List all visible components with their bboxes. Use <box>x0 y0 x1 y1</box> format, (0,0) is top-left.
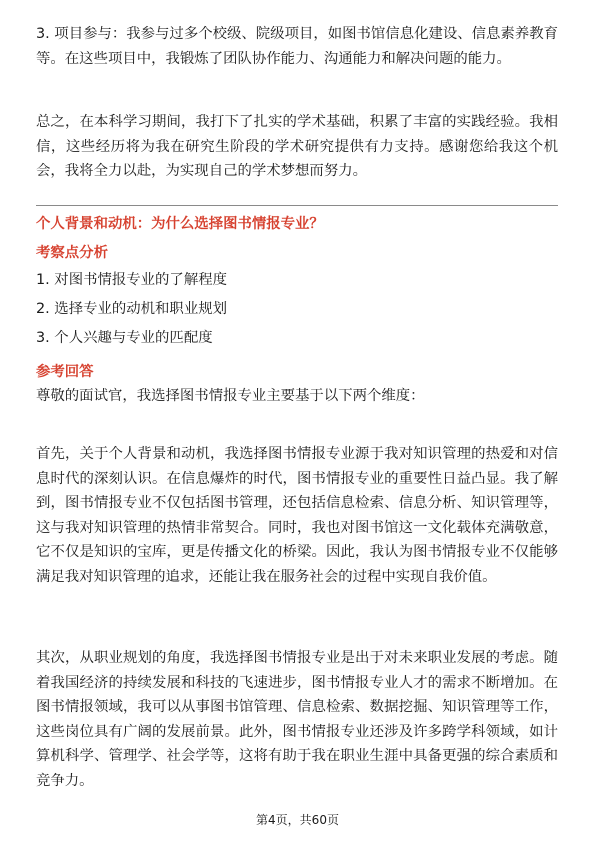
question-title: 个人背景和动机：为什么选择图书情报专业？ <box>36 216 324 232</box>
answer-heading: 参考回答 <box>36 364 94 380</box>
answer-motivation-paragraph: 首先，关于个人背景和动机，我选择图书情报专业源于我对知识管理的热爱和对信息时代的深刻认识。在信息爆炸的时代，图书情报专业的重要性日益凸显。我了解到，图书情报专业不仅包括图书管理，还包括信息检索、信息分析、知识管理等，这与我对知识管理的热情非常契合。同时，我也对图书馆这一文化载体充满敬意，它不仅是知识的宝库，更是传播文化的桥梁。因此，我认为图书情报专业不仅能够满足我对知识管理的追求，还能让我在服务社会的过程中实现自我价值。 <box>36 446 558 585</box>
analysis-item-3: 3. 个人兴趣与专业的匹配度 <box>36 330 213 346</box>
answer-intro-paragraph: 尊敬的面试官，我选择图书情报专业主要基于以下两个维度： <box>36 388 425 404</box>
document-page <box>36 0 558 842</box>
summary-paragraph: 总之，在本科学习期间，我打下了扎实的学术基础，积累了丰富的实践经验。我相信，这些经历将为我在研究生阶段的学术研究提供有力支持。感谢您给我这个机会，我将全力以赴，为实现自己的学术梦想而努力。 <box>36 114 558 179</box>
page-indicator: 第4页，共60页 <box>256 813 339 827</box>
analysis-item-1: 1. 对图书情报专业的了解程度 <box>36 272 227 288</box>
analysis-item-2: 2. 选择专业的动机和职业规划 <box>36 301 227 317</box>
project-participation-paragraph: 3. 项目参与：我参与过多个校级、院级项目，如图书馆信息化建设、信息素养教育等。在这些项目中，我锻炼了团队协作能力、沟通能力和解决问题的能力。 <box>36 26 558 67</box>
page-footer <box>0 812 595 828</box>
analysis-heading: 考察点分析 <box>36 245 108 261</box>
section-divider <box>36 205 558 206</box>
answer-career-paragraph: 其次，从职业规划的角度，我选择图书情报专业是出于对未来职业发展的考虑。随着我国经济的持续发展和科技的飞速进步，图书情报专业人才的需求不断增加。在图书情报领域，我可以从事图书馆管理、信息检索、数据挖掘、知识管理等工作，这些岗位具有广阔的发展前景。此外，图书情报专业还涉及许多跨学科领域，如计算机科学、管理学、社会学等，这将有助于我在职业生涯中具备更强的综合素质和竞争力。 <box>36 650 558 789</box>
